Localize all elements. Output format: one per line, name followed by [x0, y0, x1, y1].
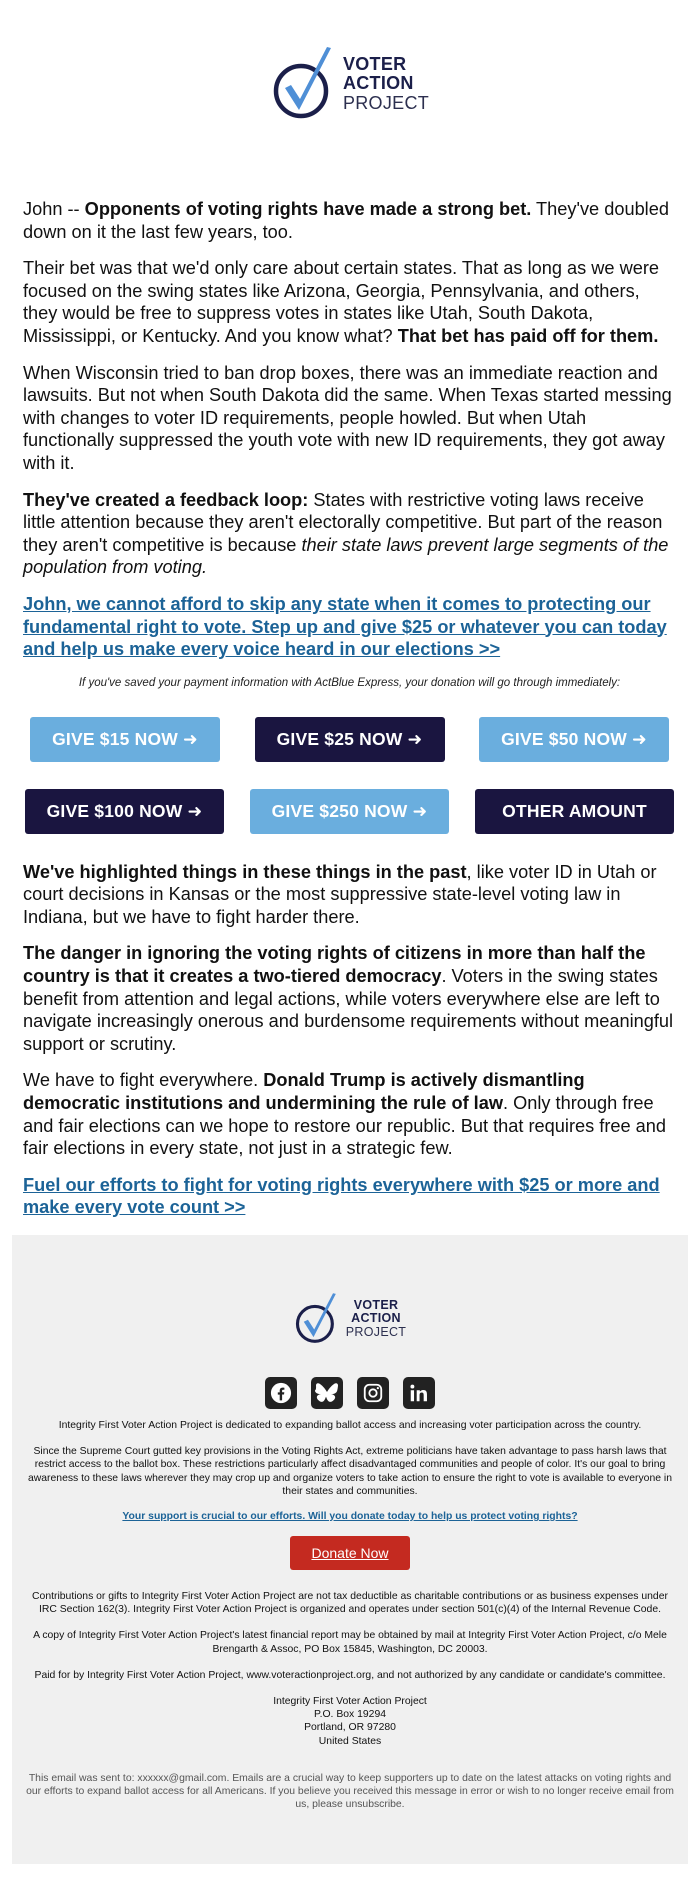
- logo-word-action: ACTION: [342, 73, 414, 94]
- intro-bold: Opponents of voting rights have made a strong bet.: [84, 199, 532, 219]
- paragraph-danger: [23, 942, 676, 1055]
- highlighted-bold: We've highlighted things in these things in the past: [23, 861, 467, 882]
- footer-tax-note: Contributions or gifts to Integrity First Voter Action Project are not tax deductible as charitable contributions or as business expenses under IRC Section 162(3). Integrity First Voter Action Project is organized and operates under section 501(c)(4) of the Internal Revenue Code.: [32, 1591, 668, 1616]
- give-50-button[interactable]: GIVE $50 NOW ➜: [479, 717, 669, 762]
- email-body: [0, 198, 700, 1219]
- checkmark-circle-icon: [294, 1291, 340, 1347]
- address-line-po-box: P.O. Box 19294: [313, 1709, 387, 1721]
- footer-report-note: A copy of Integrity First Voter Action Project's latest financial report may be obtained by mail at Integrity First Voter Action Project, c/o Mele Brengarth & Assoc, PO Box 15845, Washington, DC 20003.: [33, 1630, 667, 1655]
- instagram-icon[interactable]: [357, 1377, 389, 1409]
- donation-button-row-1: [23, 717, 676, 762]
- footer-context: Since the Supreme Court gutted key provisions in the Voting Rights Act, extreme politicians have taken advantage to pass harsh laws that restrict access to the ballot box. These restrictions particularly affect disadvantaged communities and people of color. It's our goal to bring awareness to these laws wherever they may crop up and organize voters to take action to ensure the right to vote is available to everyone in their states and communities.: [27, 1446, 672, 1497]
- footer-paid-for: Paid for by Integrity First Voter Action Project, www.voteractionproject.org, and not authorized by any candidate or candidate's committee.: [34, 1669, 666, 1681]
- fight-text-1: We have to fight everywhere.: [23, 1070, 264, 1091]
- facebook-icon[interactable]: [265, 1377, 297, 1409]
- footer-logo-word-project: PROJECT: [345, 1324, 407, 1339]
- checkmark-circle-icon: [271, 44, 337, 124]
- footer-logo-word-action: ACTION: [351, 1311, 401, 1326]
- footer-logo[interactable]: [26, 1291, 674, 1347]
- actblue-express-note: If you've saved your payment information with ActBlue Express, your donation will go through immediately:: [78, 676, 621, 689]
- footer-logo-word-voter: VOTER: [353, 1298, 399, 1313]
- feedback-italic: their state laws prevent large segments of the population from voting.: [23, 534, 669, 578]
- footer-sent-to: This email was sent to: xxxxxx@gmail.com. Emails are a crucial way to keep supporters up to date on the latest attacks on voting rights and our efforts to expand ballot access for all Americans. If you believe you received this message in error or wish to no longer receive email from us, please unsubscribe.: [26, 1772, 674, 1811]
- bluesky-icon[interactable]: [311, 1377, 343, 1409]
- paragraph-intro: [23, 198, 676, 243]
- intro-rest: They've doubled down on it the last few years, too.: [23, 199, 669, 242]
- footer-mission: Integrity First Voter Action Project is dedicated to expanding ballot access and increasing voter participation across the country.: [58, 1420, 642, 1431]
- danger-text: . Voters in the swing states benefit from attention and legal actions, while voters everywhere else are left to navigate increasingly onerous and burdensome requirements without meaningful support or scrutiny.: [23, 966, 674, 1054]
- fight-text-2: . Only through free and fair elections can we hope to restore our republic. But that requires free and fair elections in every state, not just in a strategic few.: [23, 1093, 667, 1159]
- logo-word-project: PROJECT: [342, 92, 430, 113]
- paragraph-highlighted: [23, 861, 676, 929]
- paragraph-bet: [23, 257, 676, 347]
- danger-bold: The danger in ignoring the voting rights of citizens in more than half the country is that it creates a two-tiered democracy: [23, 943, 646, 987]
- give-100-button[interactable]: GIVE $100 NOW ➜: [25, 789, 224, 834]
- paragraph-fight-everywhere: [23, 1069, 676, 1159]
- donation-button-row-2: [23, 789, 676, 834]
- address-line-city: Portland, OR 97280: [304, 1722, 396, 1734]
- voter-action-project-logo[interactable]: [271, 44, 429, 124]
- email-footer: [12, 1235, 688, 1864]
- header-logo-area: [0, 0, 700, 130]
- fight-bold: Donald Trump is actively dismantling democratic institutions and undermining the rule of law: [23, 1070, 585, 1114]
- paragraph-feedback-loop: [23, 489, 676, 579]
- address-line-org: Integrity First Voter Action Project: [273, 1696, 427, 1708]
- donate-cta-link-1[interactable]: John, we cannot afford to skip any state when it comes to protecting our fundamental right to vote. Step up and give $25 or whatever you can today and help us make every voice heard in our elections >>: [23, 593, 667, 660]
- other-amount-button[interactable]: OTHER AMOUNT: [475, 789, 674, 834]
- paragraph-examples: When Wisconsin tried to ban drop boxes, there was an immediate reaction and lawsuits. But not when South Dakota did the same. When Texas started messing with changes to voter ID requirements, people howled. But when Utah functionally suppressed the youth vote with new ID requirements, they got away with it.: [23, 362, 672, 473]
- bet-bold: That bet has paid off for them.: [397, 325, 659, 346]
- donate-now-button[interactable]: Donate Now: [290, 1536, 409, 1570]
- recipient-greeting: John --: [23, 199, 85, 219]
- donate-cta-link-2[interactable]: Fuel our efforts to fight for voting rights everywhere with $25 or more and make every vote count >>: [23, 1174, 660, 1218]
- bet-text: Their bet was that we'd only care about certain states. That as long as we were focused on the swing states like Arizona, Georgia, Pennsylvania, and others, they would be free to suppress votes in states like Utah, South Dakota, Mississippi, or Kentucky. And you know what?: [23, 258, 659, 346]
- highlighted-text: , like voter ID in Utah or court decisions in Kansas or the most suppressive state-level voting law in Indiana, but we have to fight harder there.: [23, 861, 657, 927]
- address-line-country: United States: [318, 1735, 382, 1747]
- logo-word-voter: VOTER: [342, 54, 407, 75]
- footer-support-link[interactable]: Your support is crucial to our efforts. Will you donate today to help us protect voting rights?: [122, 1511, 578, 1523]
- linkedin-icon[interactable]: [403, 1377, 435, 1409]
- give-25-button[interactable]: GIVE $25 NOW ➜: [255, 717, 445, 762]
- social-links: [26, 1377, 674, 1409]
- feedback-text: States with restrictive voting laws receive little attention because they aren't electorally competitive. But part of the reason they aren't competitive is because: [23, 489, 663, 555]
- give-250-button[interactable]: GIVE $250 NOW ➜: [250, 789, 449, 834]
- feedback-bold: They've created a feedback loop:: [23, 489, 309, 510]
- give-15-button[interactable]: GIVE $15 NOW ➜: [30, 717, 220, 762]
- mailing-address: [26, 1695, 674, 1748]
